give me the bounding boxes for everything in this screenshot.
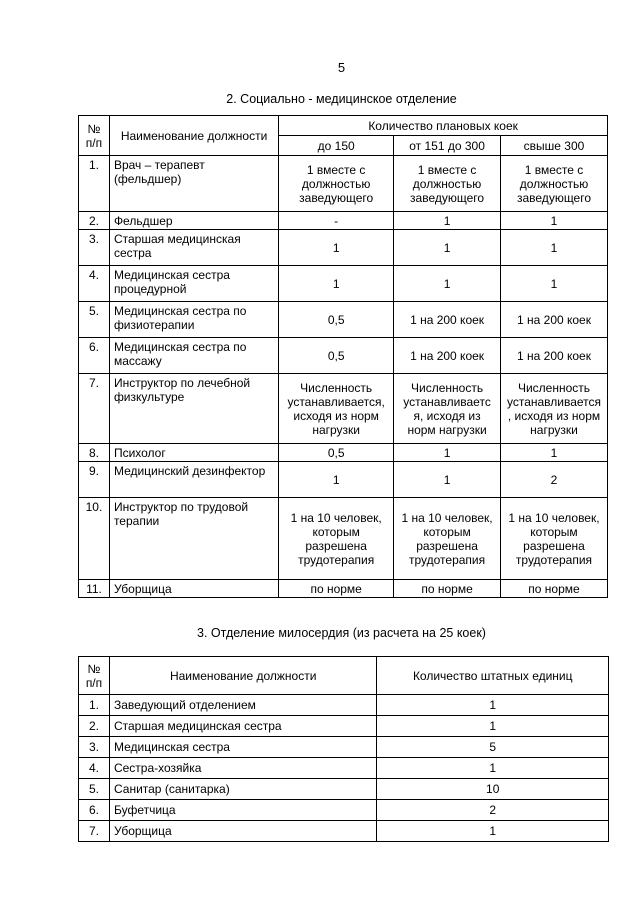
row-number: 8. bbox=[79, 444, 110, 462]
table-row bbox=[79, 212, 608, 230]
value-151-300: 1 bbox=[394, 230, 501, 266]
value-up-to-150: 1 на 10 человек, которым разрешена трудотерапия bbox=[279, 498, 394, 580]
value-over-300: 2 bbox=[501, 462, 608, 498]
position-name: Уборщица bbox=[109, 821, 376, 842]
header-num: № п/п bbox=[79, 116, 110, 156]
row-number: 7. bbox=[79, 374, 110, 444]
header-col-up-to-150: до 150 bbox=[279, 136, 394, 156]
header-name: Наименование должности bbox=[109, 657, 376, 695]
position-name: Старшая медицинская сестра bbox=[109, 230, 278, 266]
row-number: 3. bbox=[79, 230, 110, 266]
row-number: 11. bbox=[79, 580, 110, 598]
table-row bbox=[79, 716, 609, 737]
header-col-151-300: от 151 до 300 bbox=[394, 136, 501, 156]
row-number: 9. bbox=[79, 462, 110, 498]
page-number: 5 bbox=[337, 60, 346, 75]
row-number: 4. bbox=[79, 758, 110, 779]
value-151-300: 1 на 200 коек bbox=[394, 302, 501, 338]
value-151-300: по норме bbox=[394, 580, 501, 598]
staff-quantity: 2 bbox=[377, 800, 609, 821]
value-up-to-150: 1 bbox=[279, 462, 394, 498]
value-151-300: 1 вместе с должностью заведующего bbox=[394, 156, 501, 212]
social-medical-staff-table bbox=[78, 115, 608, 598]
position-name: Буфетчица bbox=[109, 800, 376, 821]
row-number: 7. bbox=[79, 821, 110, 842]
value-over-300: 1 на 200 коек bbox=[501, 338, 608, 374]
value-over-300: 1 bbox=[501, 266, 608, 302]
row-number: 5. bbox=[79, 302, 110, 338]
value-151-300: 1 на 200 коек bbox=[394, 338, 501, 374]
section-3-title: 3. Отделение милосердия (из расчета на 25 коек) bbox=[197, 626, 486, 640]
row-number: 1. bbox=[79, 695, 110, 716]
value-over-300: по норме bbox=[501, 580, 608, 598]
value-over-300: 1 bbox=[501, 230, 608, 266]
table-row bbox=[79, 779, 609, 800]
value-over-300: Численность устанавливается , исходя из норм нагрузки bbox=[501, 374, 608, 444]
row-number: 6. bbox=[79, 338, 110, 374]
table-row bbox=[79, 462, 608, 498]
header-qty: Количество штатных единиц bbox=[377, 657, 609, 695]
table-row bbox=[79, 498, 608, 580]
row-number: 2. bbox=[79, 716, 110, 737]
value-up-to-150: 1 bbox=[279, 266, 394, 302]
value-up-to-150: Численность устанавливается, исходя из норм нагрузки bbox=[279, 374, 394, 444]
position-name: Фельдшер bbox=[109, 212, 278, 230]
value-151-300: 1 bbox=[394, 212, 501, 230]
row-number: 10. bbox=[79, 498, 110, 580]
value-151-300: 1 на 10 человек, которым разрешена трудотерапия bbox=[394, 498, 501, 580]
position-name: Инструктор по лечебной физкультуре bbox=[109, 374, 278, 444]
mercy-department-staff-table bbox=[78, 656, 609, 842]
value-151-300: 1 bbox=[394, 266, 501, 302]
table-row bbox=[79, 230, 608, 266]
position-name: Медицинская сестра по физиотерапии bbox=[109, 302, 278, 338]
staff-quantity: 1 bbox=[377, 758, 609, 779]
value-151-300: Численность устанавливаетс я, исходя из норм нагрузки bbox=[394, 374, 501, 444]
position-name: Медицинская сестра по массажу bbox=[109, 338, 278, 374]
table-row bbox=[79, 580, 608, 598]
table-row bbox=[79, 444, 608, 462]
position-name: Старшая медицинская сестра bbox=[109, 716, 376, 737]
table-row bbox=[79, 302, 608, 338]
row-number: 5. bbox=[79, 779, 110, 800]
value-151-300: 1 bbox=[394, 444, 501, 462]
position-name: Медицинская сестра bbox=[109, 737, 376, 758]
value-up-to-150: 0,5 bbox=[279, 302, 394, 338]
table-row bbox=[79, 737, 609, 758]
table-row bbox=[79, 695, 609, 716]
table-row bbox=[79, 821, 609, 842]
header-beds-group: Количество плановых коек bbox=[279, 116, 608, 136]
table-row bbox=[79, 338, 608, 374]
staff-quantity: 1 bbox=[377, 821, 609, 842]
value-up-to-150: 0,5 bbox=[279, 444, 394, 462]
value-over-300: 1 на 10 человек, которым разрешена трудотерапия bbox=[501, 498, 608, 580]
row-number: 2. bbox=[79, 212, 110, 230]
table-row bbox=[79, 800, 609, 821]
staff-quantity: 1 bbox=[377, 695, 609, 716]
position-name: Врач – терапевт (фельдшер) bbox=[109, 156, 278, 212]
table-row bbox=[79, 758, 609, 779]
header-col-over-300: свыше 300 bbox=[501, 136, 608, 156]
position-name: Сестра-хозяйка bbox=[109, 758, 376, 779]
row-number: 1. bbox=[79, 156, 110, 212]
header-name: Наименование должности bbox=[109, 116, 278, 156]
value-up-to-150: 1 вместе с должностью заведующего bbox=[279, 156, 394, 212]
staff-quantity: 10 bbox=[377, 779, 609, 800]
value-up-to-150: 1 bbox=[279, 230, 394, 266]
table-row bbox=[79, 374, 608, 444]
staff-quantity: 5 bbox=[377, 737, 609, 758]
header-num: № п/п bbox=[79, 657, 110, 695]
value-over-300: 1 bbox=[501, 444, 608, 462]
value-over-300: 1 вместе с должностью заведующего bbox=[501, 156, 608, 212]
position-name: Уборщица bbox=[109, 580, 278, 598]
position-name: Медицинская сестра процедурной bbox=[109, 266, 278, 302]
position-name: Заведующий отделением bbox=[109, 695, 376, 716]
table-row bbox=[79, 156, 608, 212]
position-name: Санитар (санитарка) bbox=[109, 779, 376, 800]
row-number: 3. bbox=[79, 737, 110, 758]
table-row bbox=[79, 266, 608, 302]
staff-quantity: 1 bbox=[377, 716, 609, 737]
section-2-title: 2. Социально - медицинское отделение bbox=[226, 92, 457, 106]
table-header-row bbox=[79, 116, 608, 136]
value-up-to-150: по норме bbox=[279, 580, 394, 598]
value-over-300: 1 на 200 коек bbox=[501, 302, 608, 338]
position-name: Психолог bbox=[109, 444, 278, 462]
position-name: Инструктор по трудовой терапии bbox=[109, 498, 278, 580]
value-151-300: 1 bbox=[394, 462, 501, 498]
row-number: 4. bbox=[79, 266, 110, 302]
table-header-row bbox=[79, 657, 609, 695]
position-name: Медицинский дезинфектор bbox=[109, 462, 278, 498]
value-over-300: 1 bbox=[501, 212, 608, 230]
value-up-to-150: 0,5 bbox=[279, 338, 394, 374]
row-number: 6. bbox=[79, 800, 110, 821]
value-up-to-150: - bbox=[279, 212, 394, 230]
